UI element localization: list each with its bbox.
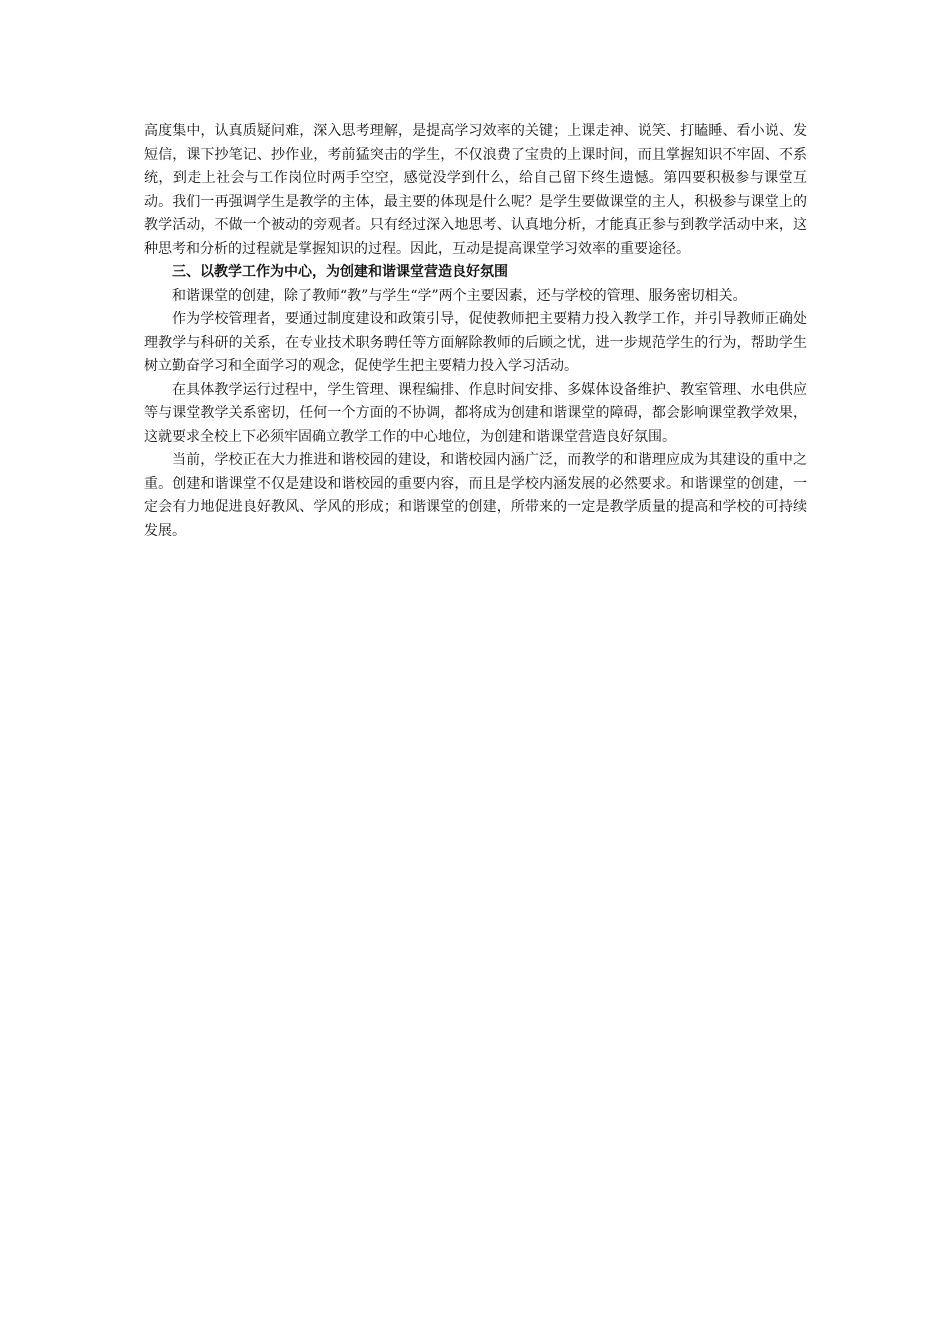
paragraph-continued: 高度集中，认真质疑问难，深入思考理解，是提高学习效率的关键；上课走神、说笑、打瞌睡、看小说、发短信，课下抄笔记、抄作业，考前猛突击的学生，不仅浪费了宝贵的上课时间，而且掌握知识不牢固、不系统，到走上社会与工作岗位时两手空空，感觉没学到什么，给自己留下终生遗憾。第四要积极参与课堂互动。我们一再强调学生是教学的主体，最主要的体现是什么呢？是学生要做课堂的主人，积极参与课堂上的教学活动，不做一个被动的旁观者。只有经过深入地思考、认真地分析，才能真正参与到教学活动中来，这种思考和分析的过程就是掌握知识的过程。因此，互动是提高课堂学习效率的重要途径。	[144, 123, 807, 257]
paragraph-1: 和谐课堂的创建，除了教师“教”与学生“学”两个主要因素，还与学校的管理、服务密切相关。	[172, 287, 747, 304]
paragraph-3: 在具体教学运行过程中，学生管理、课程编排、作息时间安排、多媒体设备维护、教室管理、水电供应等与课堂教学关系密切，任何一个方面的不协调，都将成为创建和谐课堂的障碍，都会影响课堂教学效果，这就要求全校上下必须牢固确立教学工作的中心地位，为创建和谐课堂营造良好氛围。	[144, 381, 807, 445]
paragraph-2: 作为学校管理者，要通过制度建设和政策引导，促使教师把主要精力投入教学工作，并引导教师正确处理教学与科研的关系，在专业技术职务聘任等方面解除教师的后顾之忧，进一步规范学生的行为，帮助学生树立勤奋学习和全面学习的观念，促使学生把主要精力投入学习活动。	[144, 311, 807, 374]
paragraph-4: 当前，学校正在大力推进和谐校园的建设，和谐校园内涵广泛，而教学的和谐理应成为其建设的重中之重。创建和谐课堂不仅是建设和谐校园的重要内容，而且是学校内涵发展的必然要求。和谐课堂的创建，一定会有力地促进良好教风、学风的形成；和谐课堂的创建，所带来的一定是教学质量的提高和学校的可持续发展。	[144, 452, 807, 539]
section-heading: 三、以教学工作为中心，为创建和谐课堂营造良好氛围	[172, 264, 508, 280]
document-page	[144, 120, 807, 543]
